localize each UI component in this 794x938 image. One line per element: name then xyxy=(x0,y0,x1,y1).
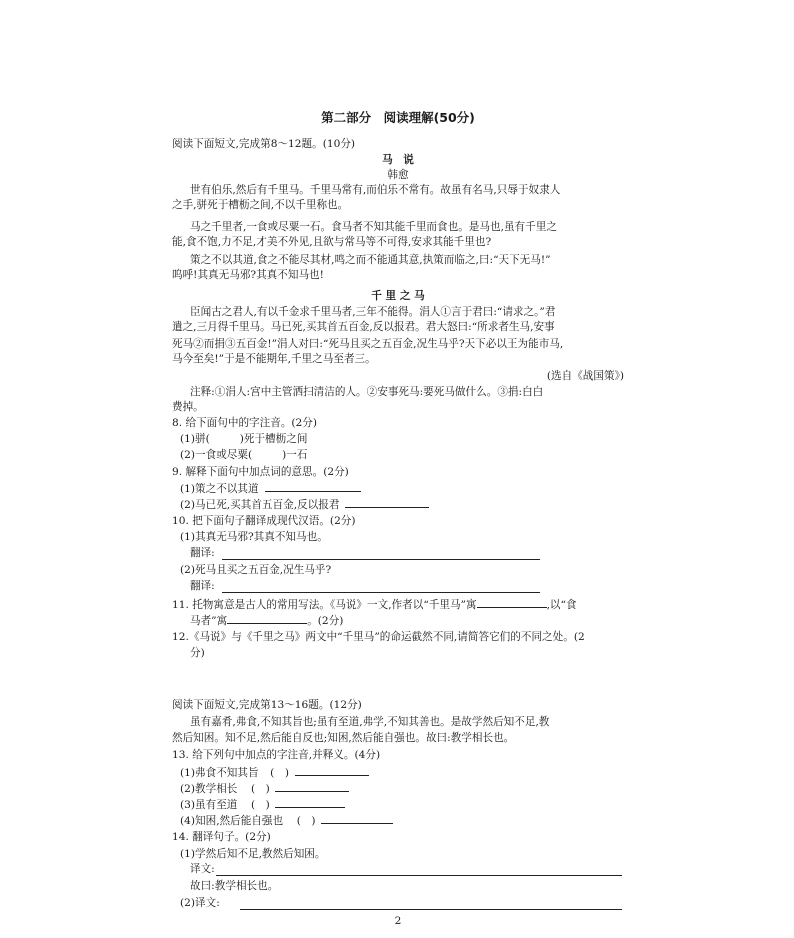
q9-item2: (2)马已死,买其首五百金,反以报君 xyxy=(180,497,632,512)
q10-translate-label2: 翻译: xyxy=(190,580,215,592)
q10-answer1-line[interactable] xyxy=(222,559,540,560)
q11-answer1-line[interactable] xyxy=(477,597,547,608)
q8-item1: (1)骈( )死于槽枥之间 xyxy=(180,433,308,445)
part1-intro: 阅读下面短文,完成第8～12题。(10分) xyxy=(172,138,356,150)
author-han-yu: 韩愈 xyxy=(387,169,409,181)
notes-line2: 费掉。 xyxy=(172,401,204,413)
q14-item2-quote: 故曰:教学相长也。 xyxy=(190,880,279,892)
q9-item1: (1)策之不以其道 xyxy=(180,481,632,496)
q14-answer1-line[interactable] xyxy=(216,875,622,876)
question-13: 13. 给下列句中加点的字注音,并释义。(4分) xyxy=(172,749,381,761)
question-14: 14. 翻译句子。(2分) xyxy=(172,831,271,843)
q14-item2-label: (2)译文: xyxy=(180,897,220,909)
q10-item1: (1)其真无马邪?其真不知马也。 xyxy=(180,531,328,543)
q10-translate-label1: 翻译: xyxy=(190,547,215,559)
q13-item1: (1)弗食不知其旨 ( ) xyxy=(180,765,632,780)
q13-answer3-line[interactable] xyxy=(275,797,345,808)
q10-item2: (2)死马且买之五百金,况生马乎? xyxy=(180,564,332,576)
ma-shuo-p1b: 之手,骈死于槽枥之间,不以千里称也。 xyxy=(172,199,349,211)
part2-intro: 阅读下面短文,完成第13～16题。(12分) xyxy=(172,699,362,711)
question-10: 10. 把下面句子翻译成现代汉语。(2分) xyxy=(172,515,356,527)
q13-item2: (2)教学相长 ( ) xyxy=(180,781,632,796)
source-citation: (选自《战国策》) xyxy=(546,370,624,382)
q13-answer4-line[interactable] xyxy=(321,813,393,824)
page-number: 2 xyxy=(394,915,402,927)
question-12-line2: 分) xyxy=(190,647,205,659)
qlzm-p1: 臣闻古之君人,有以千金求千里马者,三年不能得。涓人①言于君曰:“请求之。”君 xyxy=(190,306,556,318)
question-11-line1: 11. 托物寓意是古人的常用写法。《马说》一文,作者以“千里马”寓 ,以“食 xyxy=(172,599,577,611)
question-11-line2: 马者”寓 。(2分) xyxy=(190,615,344,627)
q9-answer2-line[interactable] xyxy=(345,497,429,508)
section-title: 第二部分 阅读理解(50分) xyxy=(321,110,475,125)
q11-answer2-line[interactable] xyxy=(227,613,307,624)
ma-shuo-p1a: 世有伯乐,然后有千里马。千里马常有,而伯乐不常有。故虽有名马,只辱于奴隶人 xyxy=(190,184,561,196)
title-qian-li-zhi-ma: 千 里 之 马 xyxy=(371,290,425,302)
qlzm-p4: 马今至矣!”于是不能期年,千里之马至者三。 xyxy=(172,353,376,365)
q13-item4: (4)知困,然后能自强也 ( ) xyxy=(180,813,632,828)
question-8: 8. 给下面句中的字注音。(2分) xyxy=(172,417,318,429)
q13-answer1-line[interactable] xyxy=(295,765,369,776)
q14-item1: (1)学然后知不足,教然后知困。 xyxy=(180,848,326,860)
q10-answer2-line[interactable] xyxy=(222,592,540,593)
ma-shuo-p2a: 马之千里者,一食或尽粟一石。食马者不知其能千里而食也。是马也,虽有千里之 xyxy=(190,221,557,233)
xueji-p1a: 虽有嘉肴,弗食,不知其旨也;虽有至道,弗学,不知其善也。是故学然后知不足,教 xyxy=(190,716,550,728)
notes-line1: 注释:①涓人:宫中主管洒扫清洁的人。②安事死马:要死马做什么。③捐:白白 xyxy=(190,386,544,398)
question-12-line1: 12.《马说》与《千里之马》两文中“千里马”的命运截然不同,请简答它们的不同之处。(2 xyxy=(172,631,585,643)
q9-answer1-line[interactable] xyxy=(265,481,361,492)
q14-translate-label1: 译文: xyxy=(190,863,215,875)
q13-item3: (3)虽有至道 ( ) xyxy=(180,797,632,812)
title-ma-shuo: 马 说 xyxy=(382,154,414,166)
q8-item2: (2)一食或尽粟( )一石 xyxy=(180,449,308,461)
q13-answer2-line[interactable] xyxy=(275,781,349,792)
qlzm-p3: 死马②而捐③五百金!”涓人对曰:“死马且买之五百金,况生马乎?天下必以王为能市马, xyxy=(172,338,564,350)
ma-shuo-p2b: 能,食不饱,力不足,才美不外见,且欲与常马等不可得,安求其能千里也? xyxy=(172,236,492,248)
ma-shuo-p3a: 策之不以其道,食之不能尽其材,鸣之而不能通其意,执策而临之,曰:“天下无马!” xyxy=(190,254,551,266)
qlzm-p2: 遣之,三月得千里马。马已死,买其首五百金,反以报君。君大怒曰:“所求者生马,安事 xyxy=(172,321,555,333)
question-9: 9. 解释下面句中加点词的意思。(2分) xyxy=(172,466,349,478)
xueji-p1b: 然后知困。知不足,然后能自反也;知困,然后能自强也。故曰:教学相长也。 xyxy=(172,732,515,744)
ma-shuo-p3b: 呜呼!其真无马邪?其真不知马也! xyxy=(172,269,324,281)
q14-answer2-line[interactable] xyxy=(240,909,622,910)
